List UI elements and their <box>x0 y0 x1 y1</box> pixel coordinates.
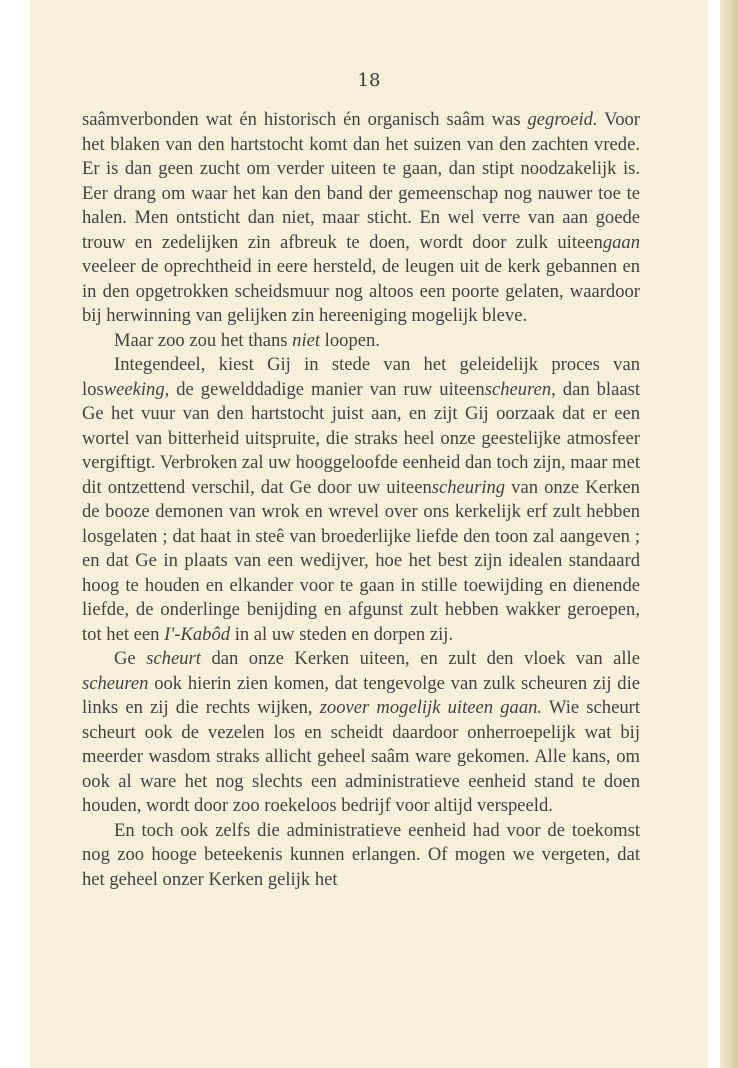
paragraph <box>82 353 640 647</box>
text-run: van onze Kerken de booze demonen van wrok en wrevel over ons kerkelijk erf zult hebben losgelaten ; dat haat in steê van broederlijke liefde den toon zal aangeven ; en dat Ge in plaats van een wedijver, hoe het best zijn idealen standaard hoog te houden en elkander voor te gaan in stille toewijding en dienende liefde, de onderlinge benijding en afgunst zult hebben wakker geroepen, tot het een <box>82 476 640 645</box>
text-run: in al uw steden en dorpen zij. <box>230 623 454 645</box>
text-run: ook hierin zien komen, dat tengevolge van zulk scheuren zij die links en zij die rechts wijken, <box>82 672 640 718</box>
paragraph <box>82 108 640 329</box>
italic-text: scheurt <box>146 648 201 669</box>
italic-text: weeking <box>103 378 165 400</box>
text-run: Wie scheurt scheurt ook de vezelen los en scheidt daardoor onherroepelijk wat bij meerder wasdom straks allicht geheel saâm ware gekomen. Alle kans, om ook al ware het nog slechts een administratieve eenheid stand te doen houden, wordt door zoo roekeloos bedrijf voor altijd verspeeld. <box>82 697 640 816</box>
text-run: Maar zoo zou het thans <box>114 329 293 351</box>
italic-text: scheuring <box>431 476 506 498</box>
page-number: 18 <box>357 70 381 91</box>
italic-text: niet <box>292 329 321 351</box>
paragraph <box>82 647 640 819</box>
italic-text: gegroeid. <box>527 109 598 130</box>
italic-text: scheuren <box>484 378 552 400</box>
text-run: loopen. <box>320 329 380 351</box>
italic-text: scheuren <box>82 672 149 694</box>
italic-text: gaan <box>602 231 640 253</box>
text-run: veeleer de oprechtheid in eere hersteld, de leugen uit de kerk gebannen en in den opgetrokken scheidsmuur nog altoos een poorte gelaten, waardoor bij herwinning van gelijken zin hereeniging mogelijk bleve. <box>82 256 640 326</box>
text-run: Integendeel, kiest Gij in stede van het geleidelijk proces van los <box>82 354 640 400</box>
body-text <box>82 108 640 892</box>
paragraph <box>82 819 640 893</box>
text-run: dan onze Kerken uiteen, en zult den vloek van alle <box>200 648 640 669</box>
text-run: saâmverbonden wat én historisch én organisch saâm was <box>82 109 528 130</box>
paragraph <box>82 329 640 354</box>
page-edge-shadow <box>720 0 738 1068</box>
italic-text: I'-Kabôd <box>164 623 231 645</box>
text-run: , dan blaast Ge het vuur van den hartstocht juist aan, en zijt Gij oorzaak dat er een wortel van bitterheid uitspruite, die straks heel onze geestelijke atmosfeer vergiftigt. Verbroken zal uw hooggeloofde eenheid dan toch zijn, maar met dit ontzettend verschil, dat Ge door uw uiteen <box>82 378 640 498</box>
text-run: Ge <box>114 648 147 669</box>
text-run: Voor het blaken van den hartstocht komt dan het suizen van den zachten vrede. Er is dan geen zucht om verder uiteen te gaan, dan stipt noodzakelijk is. Eer drang om waar het kan den band der gemeenschap nog nauwer toe te halen. Men ontsticht dan niet, maar sticht. En wel verre van aan goede trouw en zedelijken zin afbreuk te doen, wordt door zulk uiteen <box>82 109 640 253</box>
text-run: En toch ook zelfs die administratieve eenheid had voor de toekomst nog zoo hooge beteekenis kunnen erlangen. Of mogen we vergeten, dat het geheel onzer Kerken gelijk het <box>82 819 640 890</box>
text-run: , de gewelddadige manier van ruw uiteen <box>164 378 485 400</box>
italic-text: zoover mogelijk uiteen gaan. <box>319 697 543 718</box>
